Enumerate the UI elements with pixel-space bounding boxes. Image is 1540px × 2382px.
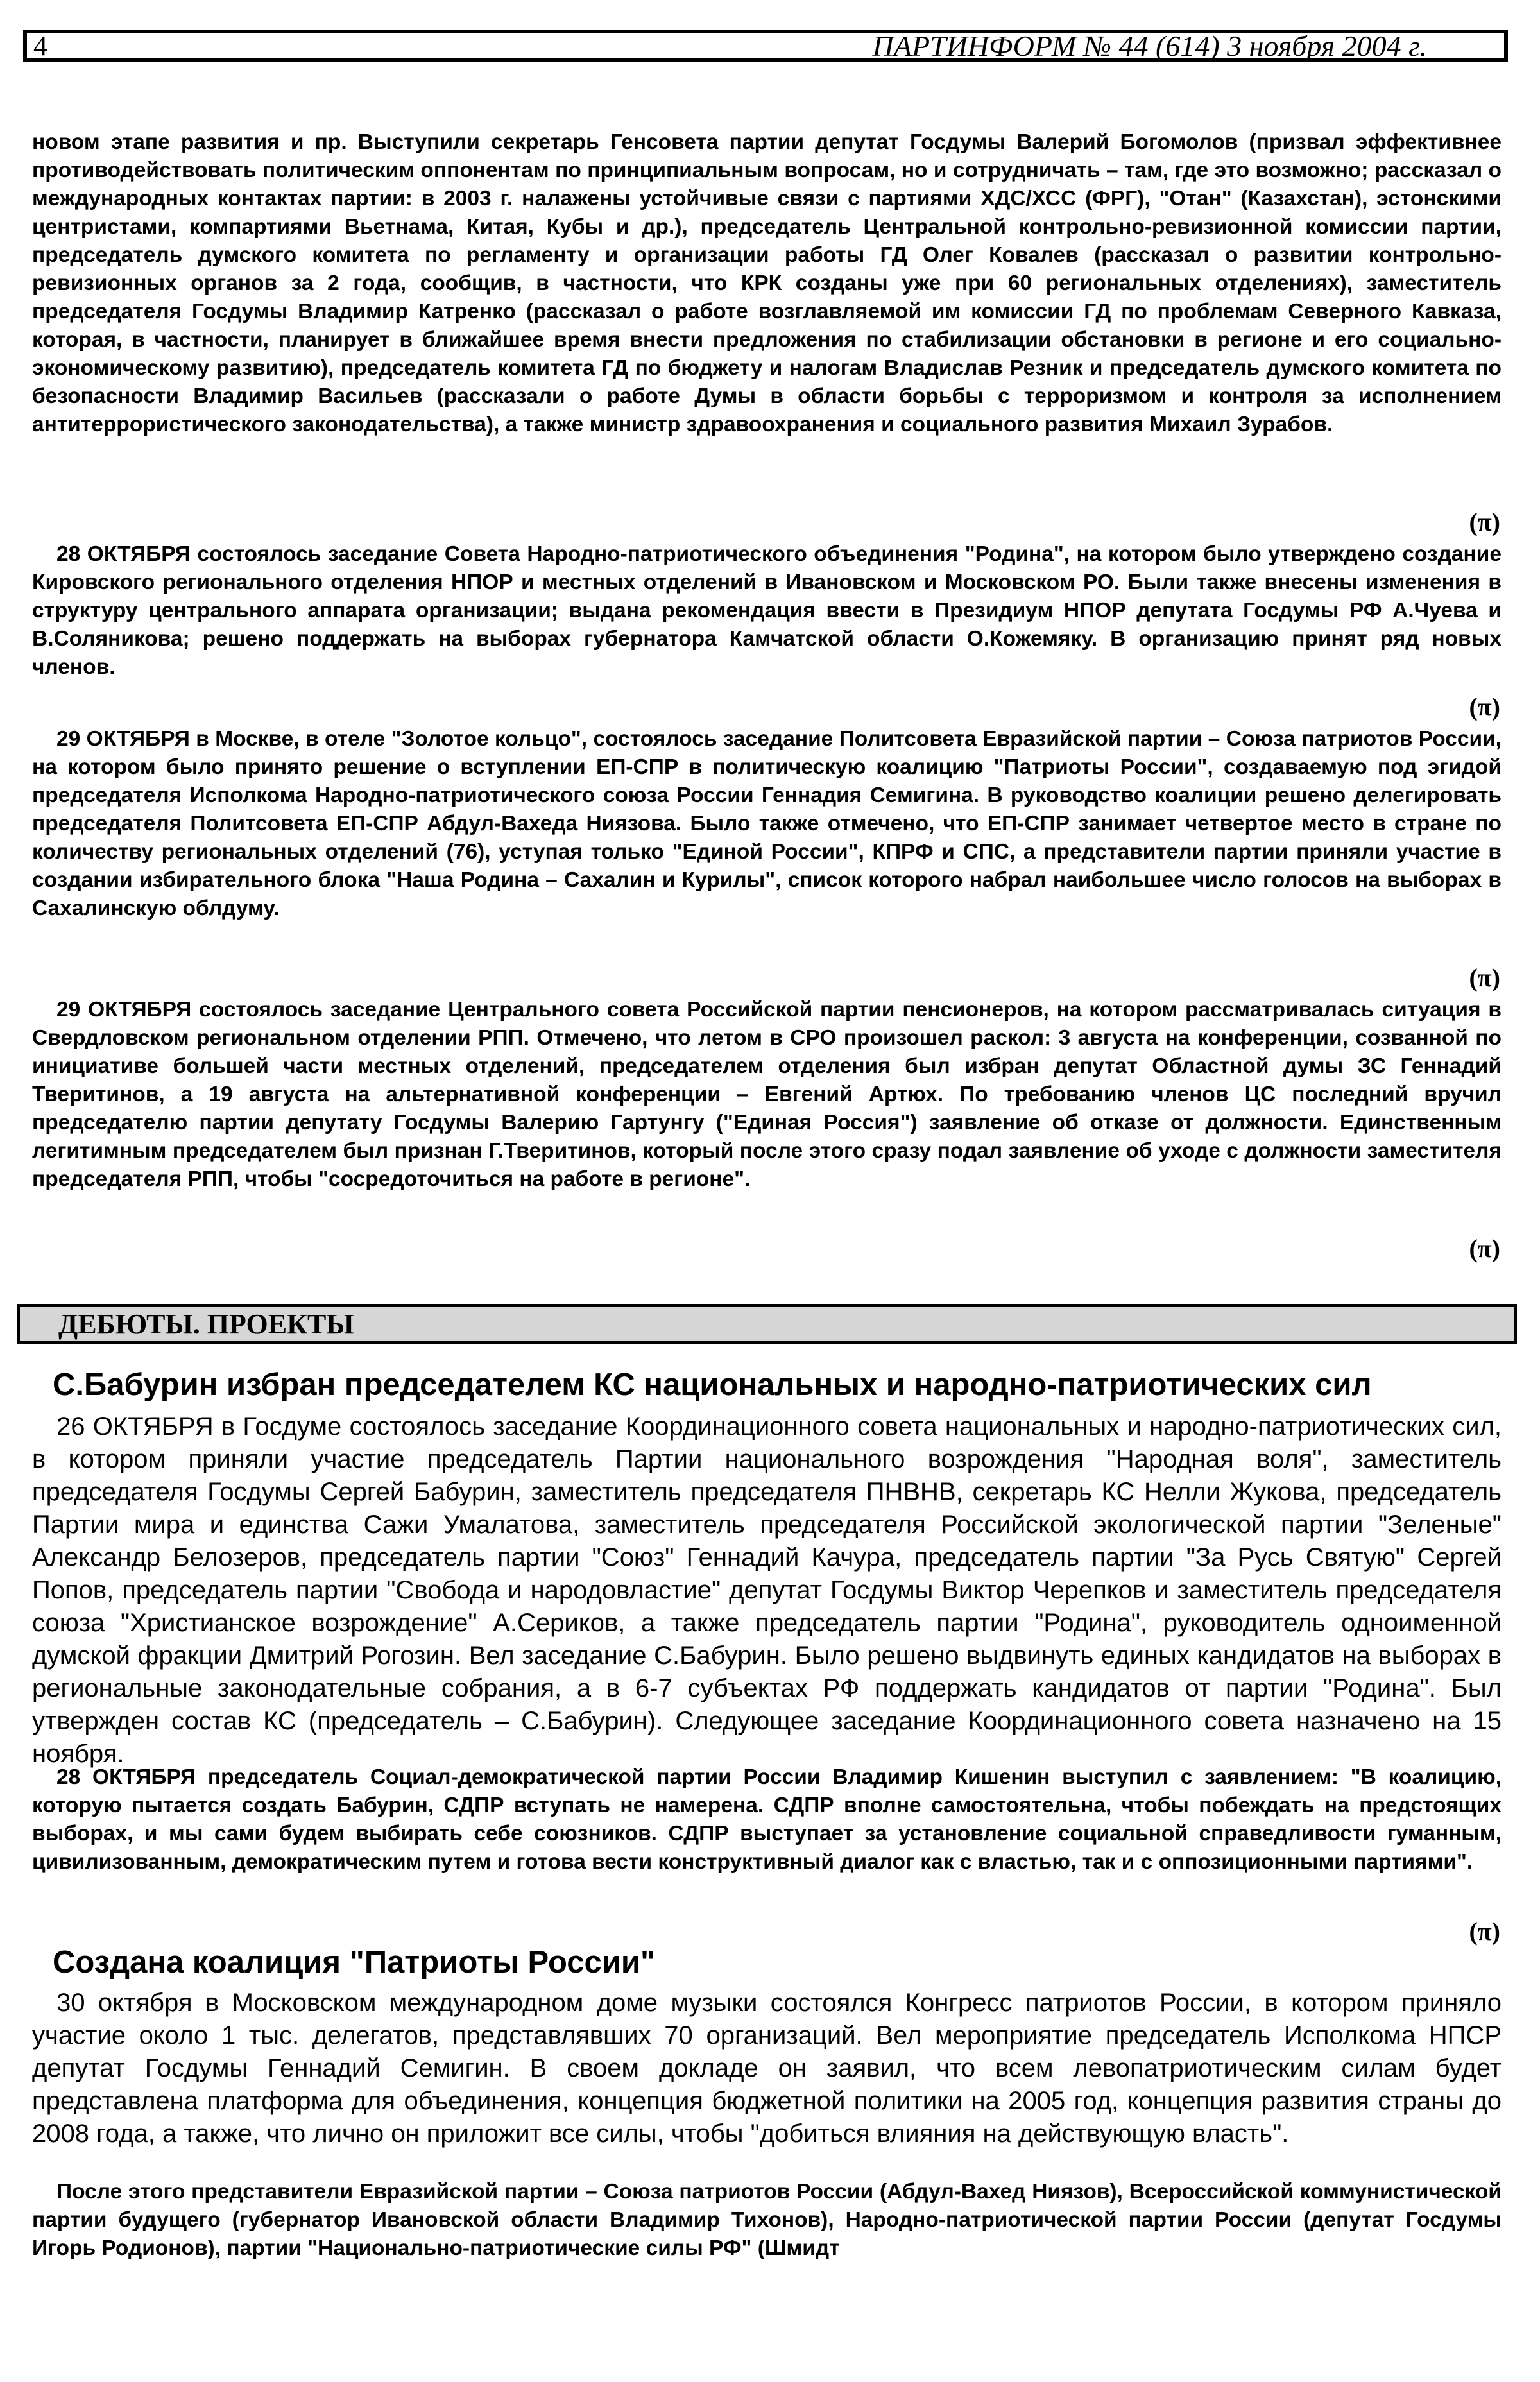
paragraph-rodina: 28 ОКТЯБРЯ состоялось заседание Совета Народно-патриотического объединения "Родина", на котором было утверждено создание Кировского регионального отделения НПОР и местных отделений в Ивановском и Московском РО. Были также внесены изменения в структуру центрального аппарата организации; выдана рекомендация ввести в Президиум НПОР депутата Госдумы РФ А.Чуева и В.Соляникова; решено поддержать на выборах губернатора Камчатской области О.Кожемяку. В организацию принят ряд новых членов. bbox=[32, 542, 1502, 679]
article-headline: Создана коалиция "Патриоты России" bbox=[53, 1945, 656, 1980]
page-header bbox=[23, 30, 1508, 62]
paragraph-eurasian-party: 29 ОКТЯБРЯ в Москве, в отеле "Золотое кольцо", состоялось заседание Политсовета Евразийской партии – Союза патриотов России, на котором было принято решение о вступлении ЕП-СПР в политическую коалицию "Патриоты России", создаваемую под эгидой председателя Исполкома Народно-патриотического союза России Геннадия Семигина. В руководство коалиции решено делегировать председателя Политсовета ЕП-СПР Абдул-Вахеда Ниязова. Было также отмечено, что ЕП-СПР занимает четвертое место в стране по количеству региональных отделений (76), уступая только "Единой России", КПРФ и СПС, а представители партии приняли участие в создании избирательного блока "Наша Родина – Сахалин и Курилы", список которого набрал наибольшее число голосов на выборах в Сахалинскую облдуму. bbox=[32, 727, 1502, 920]
pi-mark: (π) bbox=[1469, 692, 1500, 721]
article-statement: 28 ОКТЯБРЯ председатель Социал-демократической партии России Владимир Кишенин выступил с заявлением: "В коалицию, которую пытается создать Бабурин, СДПР вступать не намерена. СДПР вполне самостоятельна, чтобы побеждать на предстоящих выборах, и мы сами будем выбирать себе союзников. СДПР выступает за установление социальной справедливости гуманным, цивилизованным, демократическим путем и готова вести конструктивный диалог как с властью, так и с оппозиционными партиями". bbox=[32, 1765, 1502, 1874]
article-body: 26 ОКТЯБРЯ в Госдуме состоялось заседание Координационного совета национальных и народно-патриотических сил, в котором приняли участие председатель Партии национального возрождения "Народная воля", заместитель председателя Госдумы Сергей Бабурин, заместитель председателя ПНВНВ, секретарь КС Нелли Жукова, председатель Партии мира и единства Сажи Умалатова, заместитель председателя Российской экологической партии "Зеленые" Александр Белозеров, председатель партии "Союз" Геннадий Качура, председатель партии "За Русь Святую" Сергей Попов, председатель партии "Свобода и народовластие" депутат Госдумы Виктор Черепков и заместитель председателя союза "Христианское возрождение" А.Сериков, а также председатель партии "Родина", руководитель одноименной думской фракции Дмитрий Рогозин. Вел заседание С.Бабурин. Было решено выдвинуть единых кандидатов на выборах в региональные законодательные собрания, а в 6-7 субъектах РФ поддержать кандидатов от партии "Родина". Был утвержден состав КС (председатель – С.Бабурин). Следующее заседание Координационного совета назначено на 15 ноября. bbox=[32, 1412, 1502, 1768]
section-title: ДЕБЮТЫ. ПРОЕКТЫ bbox=[58, 1308, 354, 1340]
article-body: 30 октября в Московском международном доме музыки состоялся Конгресс патриотов России, в котором приняло участие около 1 тыс. делегатов, представлявших 70 организаций. Вел мероприятие председатель Исполкома НПСР депутат Госдумы Геннадий Семигин. В своем докладе он заявил, что всем левопатриотическим силам будет представлена платформа для объединения, концепция бюджетной политики на 2005 год, концепция развития страны до 2008 года, а также, что лично он приложит все силы, чтобы "добиться влияния на действующую власть". bbox=[32, 1989, 1502, 2148]
article-continuation: После этого представители Евразийской партии – Союза патриотов России (Абдул-Вахед Ниязов), Всероссийской коммунистической партии будущего (губернатор Ивановской области Владимир Тихонов), Народно-патриотической партии России (депутат Госдумы Игорь Родионов), партии "Национально-патриотические силы РФ" (Шмидт bbox=[32, 2180, 1502, 2260]
pi-mark: (π) bbox=[1469, 963, 1500, 992]
pi-mark: (π) bbox=[1469, 1917, 1500, 1946]
pi-mark: (π) bbox=[1469, 508, 1500, 536]
page-number: 4 bbox=[33, 30, 47, 62]
paragraph-continuation: новом этапе развития и пр. Выступили секретарь Генсовета партии депутат Госдумы Валерий Богомолов (призвал эффективнее противодействовать политическим оппонентам по принципиальным вопросам, но и сотрудничать – там, где это возможно; рассказал о международных контактах партии: в 2003 г. налажены устойчивые связи с партиями ХДС/ХСС (ФРГ), "Отан" (Казахстан), эстонскими центристами, компартиями Вьетнама, Китая, Кубы и др.), председатель Центральной контрольно-ревизионной комиссии партии, председатель думского комитета по регламенту и организации работы ГД Олег Ковалев (рассказал о развитии контрольно-ревизионных органов за 2 года, сообщив, в частности, что КРК созданы уже при 60 региональных отделениях), заместитель председателя Госдумы Владимир Катренко (рассказал о работе возглавляемой им комиссии ГД по проблемам Северного Кавказа, которая, в частности, планирует в ближайшее время внести предложения по стабилизации обстановки в регионе и его социально-экономическому развитию), председатель комитета ГД по бюджету и налогам Владислав Резник и председатель думского комитета по безопасности Владимир Васильев (рассказали о работе Думы в области борьбы с терроризмом и контроля за исполнением антитеррористического законодательства), а также министр здравоохранения и социального развития Михаил Зурабов. bbox=[32, 130, 1502, 436]
paragraph-pensioners-party: 29 ОКТЯБРЯ состоялось заседание Центрального совета Российской партии пенсионеров, на котором рассматривалась ситуация в Свердловском региональном отделении РПП. Отмечено, что летом в СРО произошел раскол: 3 августа на конференции, созванной по инициативе большей части местных отделений, председателем отделения был избран депутат Областной думы ЗС Геннадий Тверитинов, а 19 августа на альтернативной конференции – Евгений Артюх. По требованию членов ЦС последний вручил председателю партии депутату Госдумы Валерию Гартунгу ("Единая Россия") заявление об отказе от должности. Единственным легитимным председателем был признан Г.Тверитинов, который после этого сразу подал заявление об уходе с должности заместителя председателя РПП, чтобы "сосредоточиться на работе в регионе". bbox=[32, 998, 1502, 1191]
issue-title: ПАРТИНФОРМ № 44 (614) 3 ноября 2004 г. bbox=[872, 29, 1427, 62]
article-headline: С.Бабурин избран председателем КС национальных и народно-патриотических сил bbox=[53, 1367, 1372, 1402]
section-header bbox=[17, 1304, 1517, 1344]
pi-mark: (π) bbox=[1469, 1234, 1500, 1263]
